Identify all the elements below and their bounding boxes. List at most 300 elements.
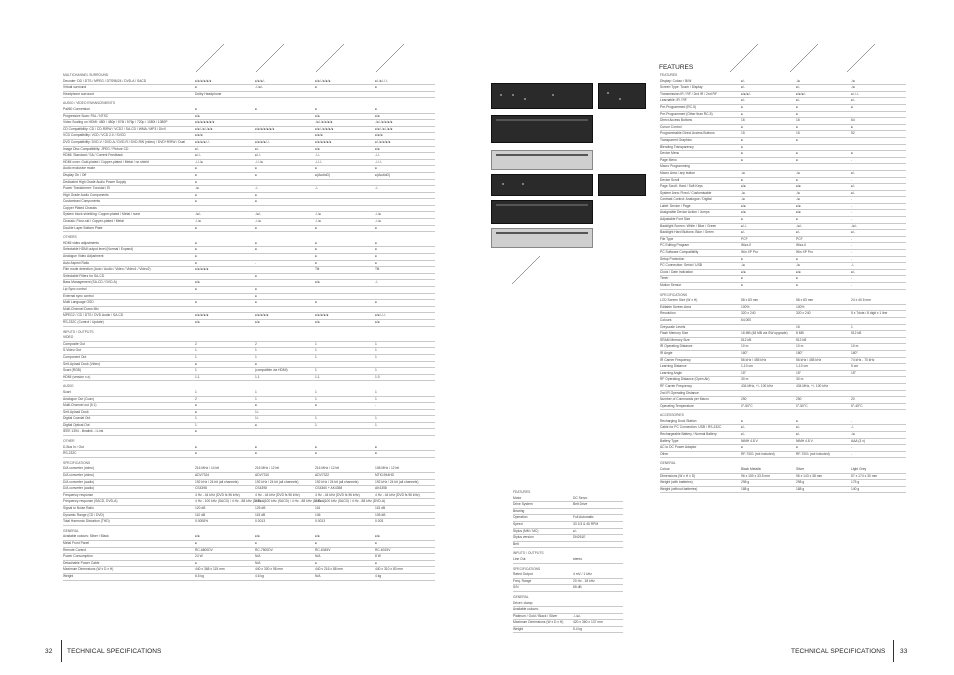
spec-row (63, 403, 435, 410)
footer-divider-left (61, 640, 62, 662)
spec-value: MTK1944HD (375, 473, 395, 478)
spec-value: ●/- (741, 230, 746, 235)
spec-value: ● (195, 106, 197, 111)
spec-value: - (851, 210, 853, 215)
spec-value: ● (315, 254, 317, 259)
spec-row (63, 375, 435, 382)
spec-value (375, 499, 435, 505)
spec-value: -/● (796, 263, 801, 268)
spec-value: ● (375, 444, 377, 449)
spec-value: ● (255, 451, 257, 456)
spec-value: ●/- (796, 98, 801, 103)
spec-row (513, 529, 623, 536)
spec-label: Power Consumption (63, 554, 93, 559)
spec-value: N/A (315, 554, 321, 559)
spec-label: Learning Angle (660, 370, 682, 375)
spec-value: 192 kHz / 24 bit (all channels) (255, 479, 299, 484)
spec-value: ● (375, 300, 377, 305)
spec-row (63, 519, 435, 526)
spec-row (63, 574, 435, 581)
spec-label: RF Carrier Frequency (660, 383, 692, 388)
spec-row (63, 300, 435, 307)
spec-value (375, 180, 435, 186)
spec-label: Learning Distance (660, 364, 687, 369)
spec-label: Direct Access Buttons (660, 118, 693, 123)
spec-value: ● (796, 151, 798, 156)
spec-row (63, 294, 435, 301)
spec-value: 8 W (375, 554, 381, 559)
spec-value: 20 Hz - 18 kHz (573, 578, 595, 583)
spec-label: System Area: Fixed / Customisable (660, 190, 712, 195)
spec-label: Bearing (513, 508, 525, 513)
spec-row (660, 145, 906, 152)
spec-row (63, 486, 435, 493)
spec-row (513, 572, 623, 579)
spec-row (63, 567, 435, 574)
spec-value: 64 (851, 118, 855, 123)
spec-label: Editable Screen Area (660, 304, 691, 309)
spec-row (660, 404, 906, 411)
spec-value: ●/● (375, 534, 380, 539)
spec-row (63, 416, 435, 423)
spec-value: ● (741, 137, 743, 142)
spec-label: SRAM Memory Size (660, 337, 690, 342)
spec-value: ●/● (375, 113, 380, 118)
spec-value (255, 280, 315, 286)
spec-value: 140 g (851, 486, 860, 491)
spec-value: ● (255, 293, 257, 298)
spec-value: ● (741, 256, 743, 261)
spec-value: - (851, 243, 853, 248)
spec-label: Other (660, 451, 669, 456)
spec-row (660, 331, 906, 338)
spec-label: Analogue Video Adjustment (63, 254, 104, 259)
spec-row (660, 283, 906, 290)
spec-value: ●/- (573, 528, 578, 533)
spec-value: 58 x 83 mm (741, 298, 759, 303)
spec-value: 175 g (851, 480, 860, 485)
spec-value: ●/●/●/- (255, 78, 265, 83)
spec-value (796, 145, 851, 151)
spec-label: PC Software Compatibility (660, 250, 699, 255)
spec-value: ●/- (851, 170, 856, 175)
spec-row (660, 384, 906, 391)
spec-row (660, 158, 906, 165)
spec-value: Full Automatic (573, 515, 594, 520)
spec-value: 33 1/3 & 45 RPM (573, 521, 599, 526)
spec-value: 434 MHz, +/- 100 kHz (796, 383, 828, 388)
spec-label: AC to DC Power Adaptor (660, 445, 697, 450)
spec-row (660, 338, 906, 345)
spec-label: Stylus version (513, 535, 534, 540)
spec-value: ●/● (195, 113, 200, 118)
spec-value: Tilt (315, 267, 320, 272)
spec-row (63, 313, 435, 320)
spec-value: -/-/●/- (255, 85, 264, 90)
spec-label: Stylus (MM / MC) (513, 528, 539, 533)
spec-label: Backlight Screen: White / Blue / Green (660, 223, 717, 228)
section-title: OTHER (63, 439, 75, 444)
spec-value (315, 180, 375, 186)
spec-label: Available colours: (513, 607, 539, 612)
spec-value: 1 (315, 396, 317, 401)
spec-value: -/- (255, 186, 259, 191)
spec-value (315, 429, 375, 435)
spec-value: ●/● (796, 269, 801, 274)
spec-row (660, 467, 906, 474)
spec-row (513, 509, 623, 516)
spec-label: PC Editing Program (660, 243, 690, 248)
spec-value: AAA (3 x) (851, 438, 865, 443)
spec-value: 1 (255, 348, 257, 353)
spec-value: ●(AudioD) (375, 172, 391, 177)
spec-value: RC-7500DV (255, 547, 273, 552)
spec-value: 1 (195, 354, 197, 359)
spec-value: ● (375, 166, 377, 171)
spec-value: ● (195, 403, 197, 408)
spec-value: ●/●/-/●/●/●/● (315, 126, 334, 131)
spec-row (63, 368, 435, 375)
spec-row (63, 186, 435, 193)
spec-value: RF-7001 (not included) (796, 451, 830, 456)
spec-value: ●/●/-/-/- (375, 313, 386, 318)
spec-value: 2 (195, 341, 197, 346)
spec-value: N/A (255, 554, 261, 559)
spec-row (660, 171, 906, 178)
spec-value (315, 335, 375, 341)
spec-label: D/A converter (audio) (63, 486, 95, 491)
spec-row (63, 267, 435, 274)
spec-label: D/A converter (audio) (63, 479, 95, 484)
spec-row (63, 254, 435, 261)
spec-value (851, 164, 906, 170)
spec-label: Multi Language OSD (63, 300, 94, 305)
section-title: GENERAL (513, 594, 529, 599)
spec-value: 52 (851, 131, 855, 136)
spec-value: ●/●/●/●/● (315, 313, 329, 318)
spec-value: - (851, 256, 853, 261)
spec-row (63, 226, 435, 233)
spec-value: ● (255, 273, 257, 278)
spec-value: ● (195, 192, 197, 197)
spec-value: 65 dB (573, 585, 582, 590)
spec-value: - (851, 177, 853, 182)
spec-value: ● (255, 240, 257, 245)
spec-value: 16 (796, 118, 800, 123)
spec-label: Adjustable Font Size (660, 217, 691, 222)
spec-value: ●/●/● (375, 133, 383, 138)
spec-row (63, 180, 435, 187)
spec-value: ● (195, 560, 197, 565)
spec-label: Multi-Channel Down Mix (63, 306, 99, 311)
spec-row (660, 263, 906, 270)
right-page (477, 0, 954, 675)
spec-row (660, 224, 906, 231)
spec-row (63, 423, 435, 430)
spec-label: External sync control (63, 293, 94, 298)
spec-label: Digital Optical Out (63, 422, 90, 427)
spec-value (195, 274, 255, 280)
remote-spec-table (660, 73, 906, 493)
spec-value (741, 325, 796, 331)
spec-value: 30 m (796, 377, 804, 382)
spec-value (195, 206, 255, 212)
spec-value: (compatible via HDMI) (255, 368, 288, 373)
spec-value: ●/- (796, 230, 801, 235)
spec-value: 100% (741, 304, 750, 309)
spec-value: ● (255, 247, 257, 252)
spec-value: CS4398 (195, 486, 207, 491)
spec-value: 298 g (741, 480, 750, 485)
spec-value: ● (195, 247, 197, 252)
player-rear-detail-image-2 (598, 174, 646, 196)
spec-value: -/-/-/● (195, 159, 204, 164)
spec-label: HDMI: Standard / SA / Current Feedback (63, 153, 123, 158)
spec-value: -/● (851, 85, 856, 90)
spec-value: ● (255, 300, 257, 305)
column-header-diagonals-left (0, 0, 477, 80)
spec-value: 15° (741, 370, 746, 375)
spec-value: 1 (315, 416, 317, 421)
spec-value: 320 x 240 (796, 311, 811, 316)
spec-row (660, 270, 906, 277)
spec-value: 96 x 150 x 33.5 mm (741, 473, 770, 478)
spec-label: Lip Sync control (63, 287, 87, 291)
spec-label: HDMI video adjustments (63, 240, 99, 245)
spec-row (63, 342, 435, 349)
spec-row (63, 206, 435, 213)
spec-value: - (851, 276, 853, 281)
spec-value: 4 Hz - 44 kHz (DVD fs 96 kHz) (375, 492, 420, 497)
spec-value: Wizz-II (741, 243, 752, 248)
spec-value: ●/●/●/- (741, 91, 751, 96)
spec-row (660, 351, 906, 358)
spec-row (660, 92, 906, 99)
spec-value (315, 287, 375, 293)
spec-row (660, 305, 906, 312)
spec-value: 10 m (851, 344, 859, 349)
spec-value: ● (255, 192, 257, 197)
spec-value: 1 (255, 354, 257, 359)
spec-row (63, 480, 435, 487)
spec-value: 1 (375, 396, 377, 401)
spec-value: ●/- (741, 85, 746, 90)
spec-value: ●/●/-/●/●/● (315, 78, 331, 83)
spec-value (851, 318, 906, 324)
spec-label: Digital Coaxial Out (63, 416, 91, 421)
spec-label: Film mode detection (Auto / Audio / Video / Video1 / Video2) (63, 267, 151, 272)
spec-row (63, 541, 435, 548)
section-title: MULTICHANNEL SURROUND (63, 73, 109, 77)
spec-value (375, 362, 435, 368)
spec-value: ●/●/●/●/● (255, 313, 269, 318)
spec-value: 4 Hz - 44 kHz (DVD fs 96 kHz) (315, 492, 360, 497)
spec-value: ● (375, 240, 377, 245)
spec-row (63, 320, 435, 327)
spec-row (513, 614, 623, 621)
spec-row (63, 429, 435, 436)
spec-value: -/-/● (255, 219, 262, 224)
spec-value: ●/●/-/●/-/●/● (375, 126, 393, 131)
spec-row (513, 542, 623, 549)
spec-value: 108 MHz / 12 bit (375, 466, 400, 471)
spec-label: S/N (513, 585, 519, 590)
spec-row (63, 219, 435, 226)
spec-value: 15 (741, 131, 745, 136)
spec-row (660, 311, 906, 318)
spec-row (660, 210, 906, 217)
spec-value: 440 x 368 x 115 mm (195, 567, 225, 572)
spec-value (851, 391, 906, 397)
spec-value (315, 199, 375, 205)
spec-label: File Type (660, 236, 674, 241)
spec-label: Available colours: Silver / Black (63, 534, 109, 539)
spec-value: 8 MB (796, 331, 804, 336)
spec-value: AK4358 (375, 486, 387, 491)
spec-value: ●/-/- (255, 153, 262, 158)
spec-label: Progressive Scan: PAL / NTSC (63, 113, 109, 118)
spec-value: -/●/- (796, 223, 803, 228)
spec-label: Power Transformer: Toroidal / EI (63, 186, 111, 191)
spec-value: 440 x 216 x 88 mm (315, 567, 344, 572)
spec-value: 58 x 83 mm (796, 298, 814, 303)
spec-label: LCD Screen Size (W x H) (660, 298, 698, 303)
spec-value: ● (315, 166, 317, 171)
spec-value: ● (796, 418, 798, 423)
player-rear-panel-image-2 (491, 174, 593, 196)
spec-value: ●/●/●/●/●/●/● (195, 120, 215, 125)
spec-value: -/● (741, 170, 746, 175)
spec-value: 512 kB (741, 337, 752, 342)
spec-row (513, 627, 623, 634)
spec-value: ● (195, 166, 197, 171)
spec-value (315, 362, 375, 368)
spec-row (660, 397, 906, 404)
spec-label: Chassis: Floor-sid / Copper-plated / Metal (63, 219, 124, 224)
spec-value: 106 (315, 512, 321, 517)
spec-label: Backlight Hard Buttons: Blue / Green (660, 230, 714, 235)
spec-row (63, 153, 435, 160)
spec-value: ●/- (796, 425, 801, 430)
spec-value: 0.003 (375, 519, 384, 524)
spec-label: Platinum / Gold / Black / Silver (513, 613, 558, 618)
spec-label: Multi-Channel out (5.1) (63, 403, 97, 408)
spec-value: ● (375, 85, 377, 90)
spec-value: ● (195, 444, 197, 449)
spec-row (63, 79, 435, 86)
spec-row (660, 243, 906, 250)
spec-value: RF-7001 (not included) (741, 451, 775, 456)
spec-label: D/A converter (video) (63, 466, 94, 471)
spec-row (660, 358, 906, 365)
spec-value: 512 kB (796, 337, 807, 342)
spec-value (796, 318, 851, 324)
spec-value: ● (195, 85, 197, 90)
spec-label: Motor (513, 495, 522, 500)
page-number-right: 33 (900, 648, 908, 655)
spec-label: Copper Plated Chassis (63, 205, 97, 210)
spec-value: ●/-/●/●/●/● (375, 139, 391, 144)
spec-row (660, 318, 906, 325)
spec-row (660, 452, 906, 459)
spec-row (660, 377, 906, 384)
spec-value: -/-/● (315, 212, 322, 217)
spec-value: - (851, 418, 853, 423)
spec-value: ● (796, 445, 798, 450)
spec-value (315, 206, 375, 212)
spec-value: -/- (851, 263, 855, 268)
spec-label: Driver: clamp (513, 600, 533, 605)
spec-value: ● (741, 124, 743, 129)
spec-value: ●/-/●/-/-/- (375, 78, 388, 83)
spec-value: 1 (195, 389, 197, 394)
spec-label: Display: Colour / B/W (660, 78, 692, 83)
spec-label: Headphone surround (63, 91, 94, 96)
spec-label: Recharging Dock Station (660, 418, 697, 423)
spec-value: 434 MHz, +/- 100 kHz (741, 383, 773, 388)
spec-label: Weight (with batteries) (660, 480, 693, 485)
spec-label: DVD Compatibility: DVD-V / DVD-A / DVD-R / DVD-RW (video) / DVD+R/RW / Dual (63, 139, 185, 144)
spec-value: 5°-45°C (851, 403, 863, 408)
spec-value: 1 (195, 416, 197, 421)
spec-value: ● (315, 300, 317, 305)
spec-label: Resolution (660, 311, 676, 316)
spec-label: Transmission IR / RF / 2nd IR / 2nd RF (660, 91, 717, 96)
spec-value: Win XP Pro (741, 250, 758, 255)
section-title: FEATURES (660, 73, 678, 77)
player-front-image (491, 115, 593, 143)
spec-row (63, 554, 435, 561)
spec-value: ADV7324 (195, 473, 210, 478)
section-title: SPECIFICATIONS (63, 460, 91, 465)
spec-label: Setup Protection (660, 256, 685, 261)
spec-value (796, 164, 851, 170)
spec-label: IEEE 1394 - Ilinalink - i.Link (63, 429, 104, 434)
spec-row (660, 85, 906, 92)
spec-label: Rechargeable Battery / Normal Battery (660, 432, 717, 437)
spec-value: 10 m (741, 344, 749, 349)
spec-value (255, 429, 315, 435)
spec-value: DC Servo (573, 495, 588, 500)
spec-value: Tilt (375, 267, 380, 272)
spec-value: ●/● (796, 184, 801, 189)
spec-value: ●/●/●/●/-/- (255, 139, 270, 144)
spec-value: CS4360 + AK4358 (315, 486, 343, 491)
spec-value: 5 x 7dots / 8 digit x 1 line (851, 311, 888, 316)
spec-value: 192 kHz / 24 bit (all channels) (195, 479, 239, 484)
spec-value: ● (741, 177, 743, 182)
spec-value (573, 509, 623, 515)
spec-value: ● (255, 403, 257, 408)
spec-value: -/●/-/●/●/●/● (375, 120, 393, 125)
section-title: AUDIO (63, 384, 74, 389)
spec-value: ●/- (195, 146, 200, 151)
spec-value: stereo (573, 556, 583, 561)
spec-value: 1 (315, 354, 317, 359)
spec-value: ● (315, 240, 317, 245)
spec-value: ●/●/● (315, 133, 323, 138)
spec-value (315, 92, 375, 98)
spec-label: RS-232C (Control / Update) (63, 319, 104, 324)
spec-label: Scart (63, 389, 71, 394)
spec-value: -/-/- (375, 153, 381, 158)
spec-row (513, 601, 623, 608)
spec-value: CS4398 (255, 486, 267, 491)
spec-value: ●/● (195, 319, 200, 324)
spec-row (63, 493, 435, 500)
spec-label: HDMI conn: Gold-plated / Copper-plated / Metal / no shield (63, 159, 149, 164)
spec-row (660, 432, 906, 439)
